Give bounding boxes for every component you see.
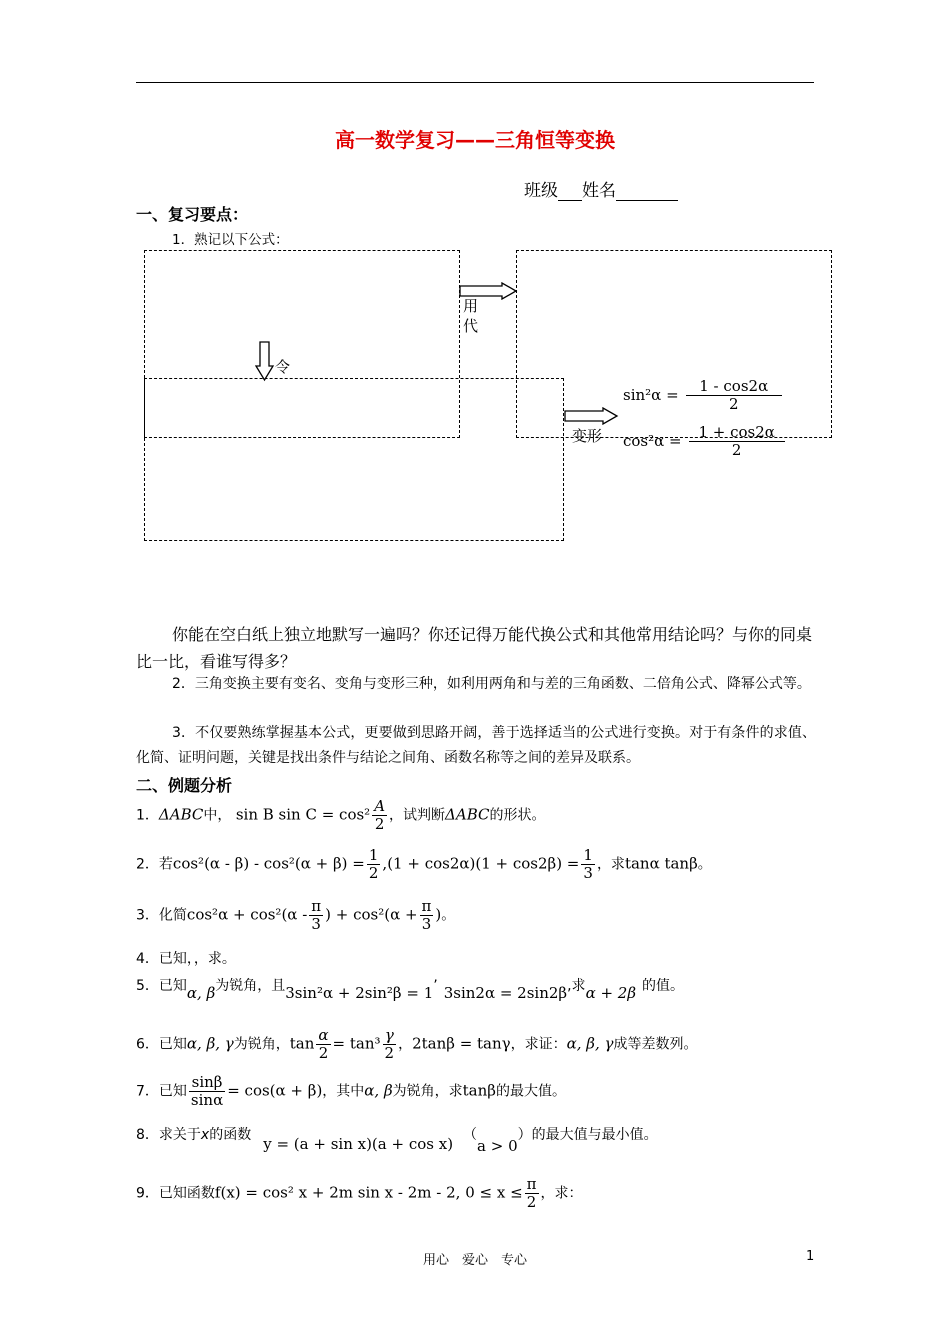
class-name-line [524,176,678,201]
problem-1: 1．ΔABC中， sin B sin C = cos² $\frac{A}{2}$ ，试判断ΔABC的形状。 [136,797,546,833]
page-number: 1 [806,1249,815,1264]
label-dai: 代 [463,317,479,335]
header-rule [136,82,814,83]
problem-4: 4．已知，，求。 [136,951,236,967]
problem-2: 2．若cos²(α - β) - cos²(α + β) = $\frac{1}{2}$ ,(1 + cos2α)(1 + cos2β) = $\frac{1}{3}$ ，求tanα tanβ。 [136,846,712,882]
item-1-heading: 1．熟记以下公式： [172,232,289,248]
fraction: $\frac{\gamma}{2}$ [384,1026,395,1062]
problem-5: 5．已知α, β为锐角，且3sin²α + 2sin²β = 1’ 3sin2α = 2sin2β,求α + 2β 的值。 [136,978,685,1002]
fraction: $\frac{\pi}{3}$ [421,897,432,933]
name-blank[interactable] [616,182,678,201]
problem-8: 8．求关于x的函数 y = (a + sin x)(a + cos x) （a > 0）的最大值与最小值。 [136,1127,658,1155]
formula-cos-squared [623,424,787,459]
fraction: $\frac{\sin\beta}{\sin\alpha}$ [190,1073,224,1109]
formula-sin-squared [623,378,784,413]
name-label: 姓名 [582,181,616,201]
section-examples: 二、例题分析 [136,776,233,795]
problem-3: 3．化简cos²α + cos²(α - $\frac{\pi}{3}$ ) + cos²(α + $\frac{\pi}{3}$ )。 [136,897,456,933]
fraction: $\frac{\pi}{3}$ [311,897,322,933]
cos-fraction: $\frac{1 + \cos 2\alpha}{2}$ [689,424,785,459]
paragraph-methods: 3．不仅要熟练掌握基本公式，更要做到思路开阔，善于选择适当的公式进行变换。对于有条件的求值、化简、证明问题，关键是找出条件与结论之间角、函数名称等之间的差异及联系。 [136,725,816,766]
paragraph-transformations: 2．三角变换主要有变名、变角与变形三种，如利用两角和与差的三角函数、二倍角公式、降幂公式等。 [172,676,811,692]
fraction: $\frac{\pi}{2}$ [526,1175,537,1211]
page-title: 高一数学复习——三角恒等变换 [335,128,615,152]
section-review-points: 一、复习要点： [136,205,249,224]
arrow-right-icon [563,407,619,425]
cos-lhs: cos²α = [623,432,682,450]
sin-lhs: sin²α = [623,386,679,404]
problem-7: 7．已知 $\frac{\sin\beta}{\sin\alpha}$ = cos(α + β)，其中α, β为锐角，求tanβ的最大值。 [136,1073,566,1109]
class-label: 班级 [524,181,558,201]
arrow-down-icon [255,340,275,382]
class-blank[interactable] [558,182,582,201]
fraction: $\frac{A}{2}$ [374,797,386,833]
sin-fraction: $\frac{1 - \cos 2\alpha}{2}$ [686,378,782,413]
label-yong: 用 [463,297,479,315]
label-bianxing: 变形 [572,427,603,445]
label-ling: 令 [275,358,291,376]
problem-9: 9．已知函数f(x) = cos² x + 2m sin x - 2m - 2, 0 ≤ x ≤ $\frac{\pi}{2}$ ，求： [136,1175,583,1211]
page-footer: 用心 爱心 专心 [422,1253,527,1268]
problem-6: 6．已知α, β, γ为锐角，tan $\frac{\alpha}{2}$ = tan³ $\frac{\gamma}{2}$ ，2tanβ = tanγ，求证：α, β, γ成等差数列。 [136,1026,698,1062]
paragraph-recall: 你能在空白纸上独立地默写一遍吗？你还记得万能代换公式和其他常用结论吗？与你的同桌比一比，看谁写得多？ [136,625,813,671]
fraction: $\frac{1}{3}$ [583,846,593,882]
formula-box-double-angle [144,378,564,541]
fraction: $\frac{1}{2}$ [368,846,379,882]
fraction: $\frac{\alpha}{2}$ [318,1026,329,1062]
